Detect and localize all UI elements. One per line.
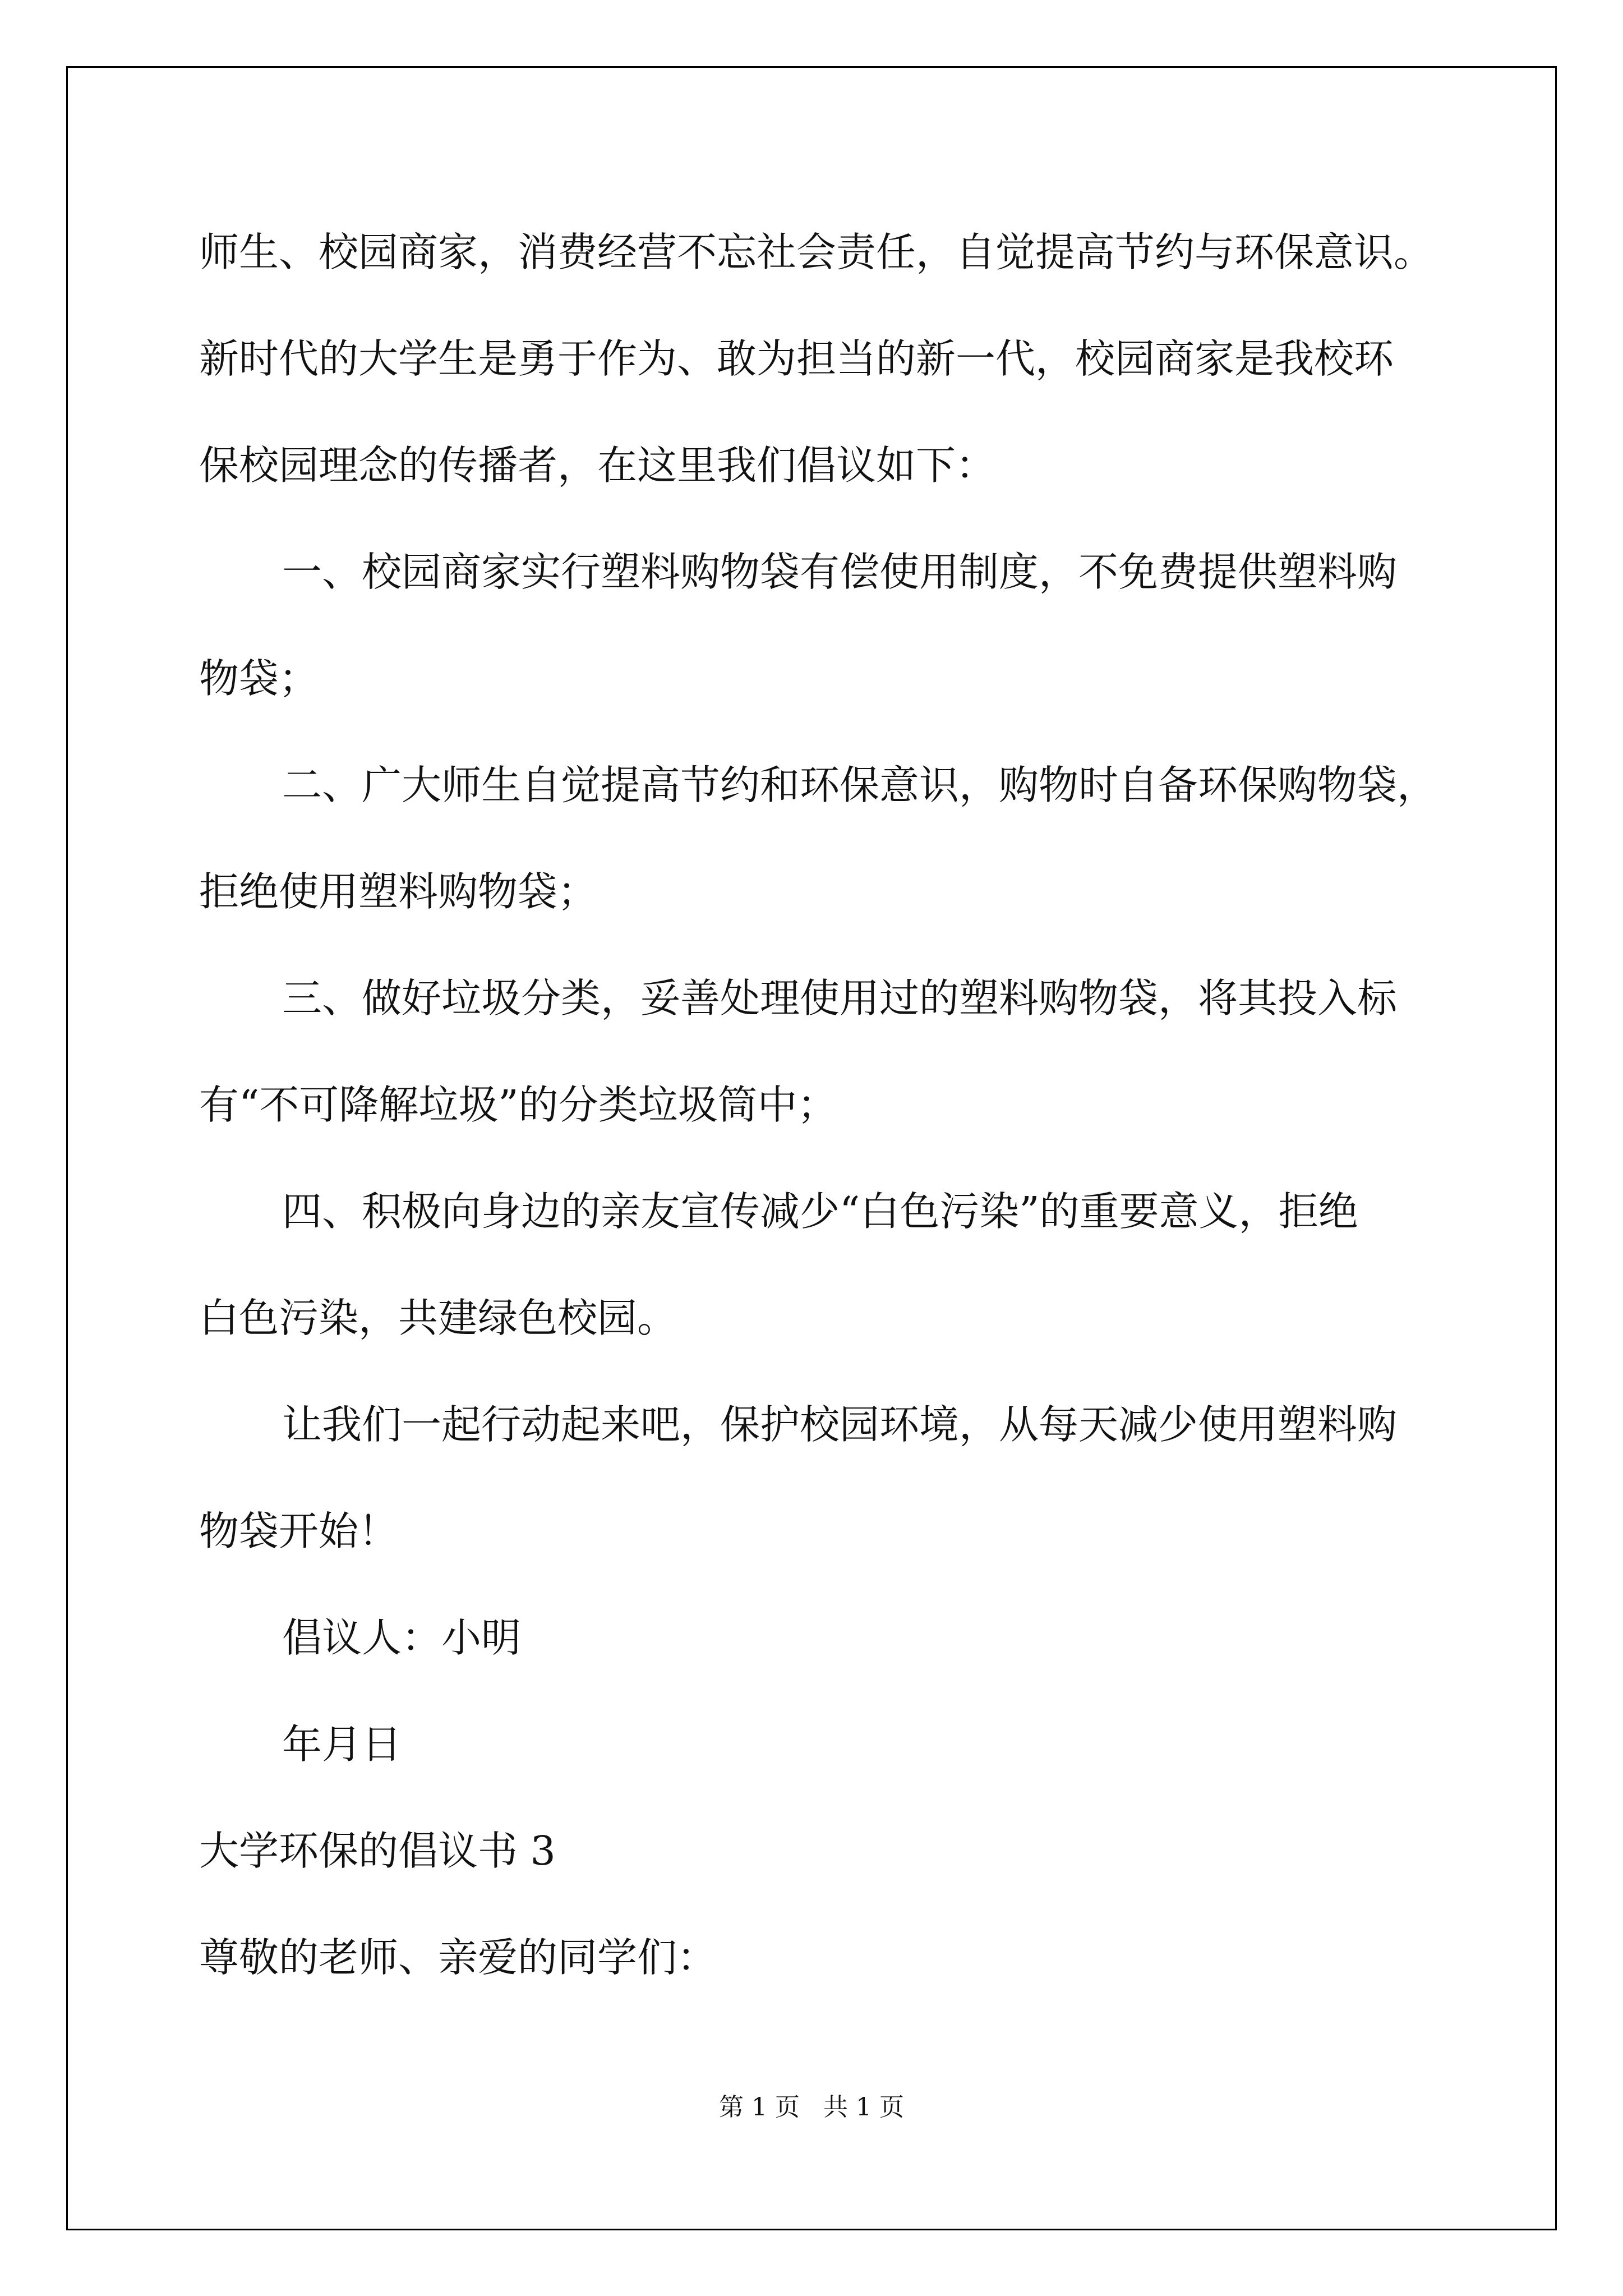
text-line: 三、做好垃圾分类，妥善处理使用过的塑料购物袋，将其投入标 bbox=[282, 975, 1398, 1022]
text-line: 保校园理念的传播者，在这里我们倡议如下： bbox=[199, 442, 996, 489]
document-body bbox=[199, 199, 1437, 2011]
text-line: 物袋开始！ bbox=[199, 1508, 399, 1554]
text-line: 一、校园商家实行塑料购物袋有偿使用制度，不免费提供塑料购 bbox=[282, 549, 1398, 595]
date-line: 年月日 bbox=[282, 1721, 402, 1768]
text-line: 白色污染，共建绿色校园。 bbox=[199, 1295, 677, 1341]
page-footer: 第 1 页 共 1 页 bbox=[719, 2093, 904, 2122]
text-line: 师生、校园商家，消费经营不忘社会责任，自觉提高节约与环保意识。 bbox=[199, 229, 1434, 275]
text-line: 让我们一起行动起来吧，保护校园环境，从每天减少使用塑料购 bbox=[282, 1401, 1398, 1448]
text-line: 有“不可降解垃圾”的分类垃圾筒中； bbox=[199, 1082, 837, 1128]
text-line: 二、广大师生自觉提高节约和环保意识，购物时自备环保购物袋， bbox=[282, 762, 1437, 808]
text-line: 拒绝使用塑料购物袋； bbox=[199, 868, 598, 915]
salutation: 尊敬的老师、亲爱的同学们： bbox=[199, 1934, 717, 1981]
section-title: 大学环保的倡议书 3 bbox=[199, 1828, 556, 1874]
signature-line: 倡议人：小明 bbox=[282, 1614, 522, 1661]
text-line: 新时代的大学生是勇于作为、敢为担当的新一代，校园商家是我校环 bbox=[199, 335, 1394, 382]
text-line: 四、积极向身边的亲友宣传减少“白色污染”的重要意义，拒绝 bbox=[282, 1188, 1358, 1235]
text-line: 物袋； bbox=[199, 655, 319, 702]
